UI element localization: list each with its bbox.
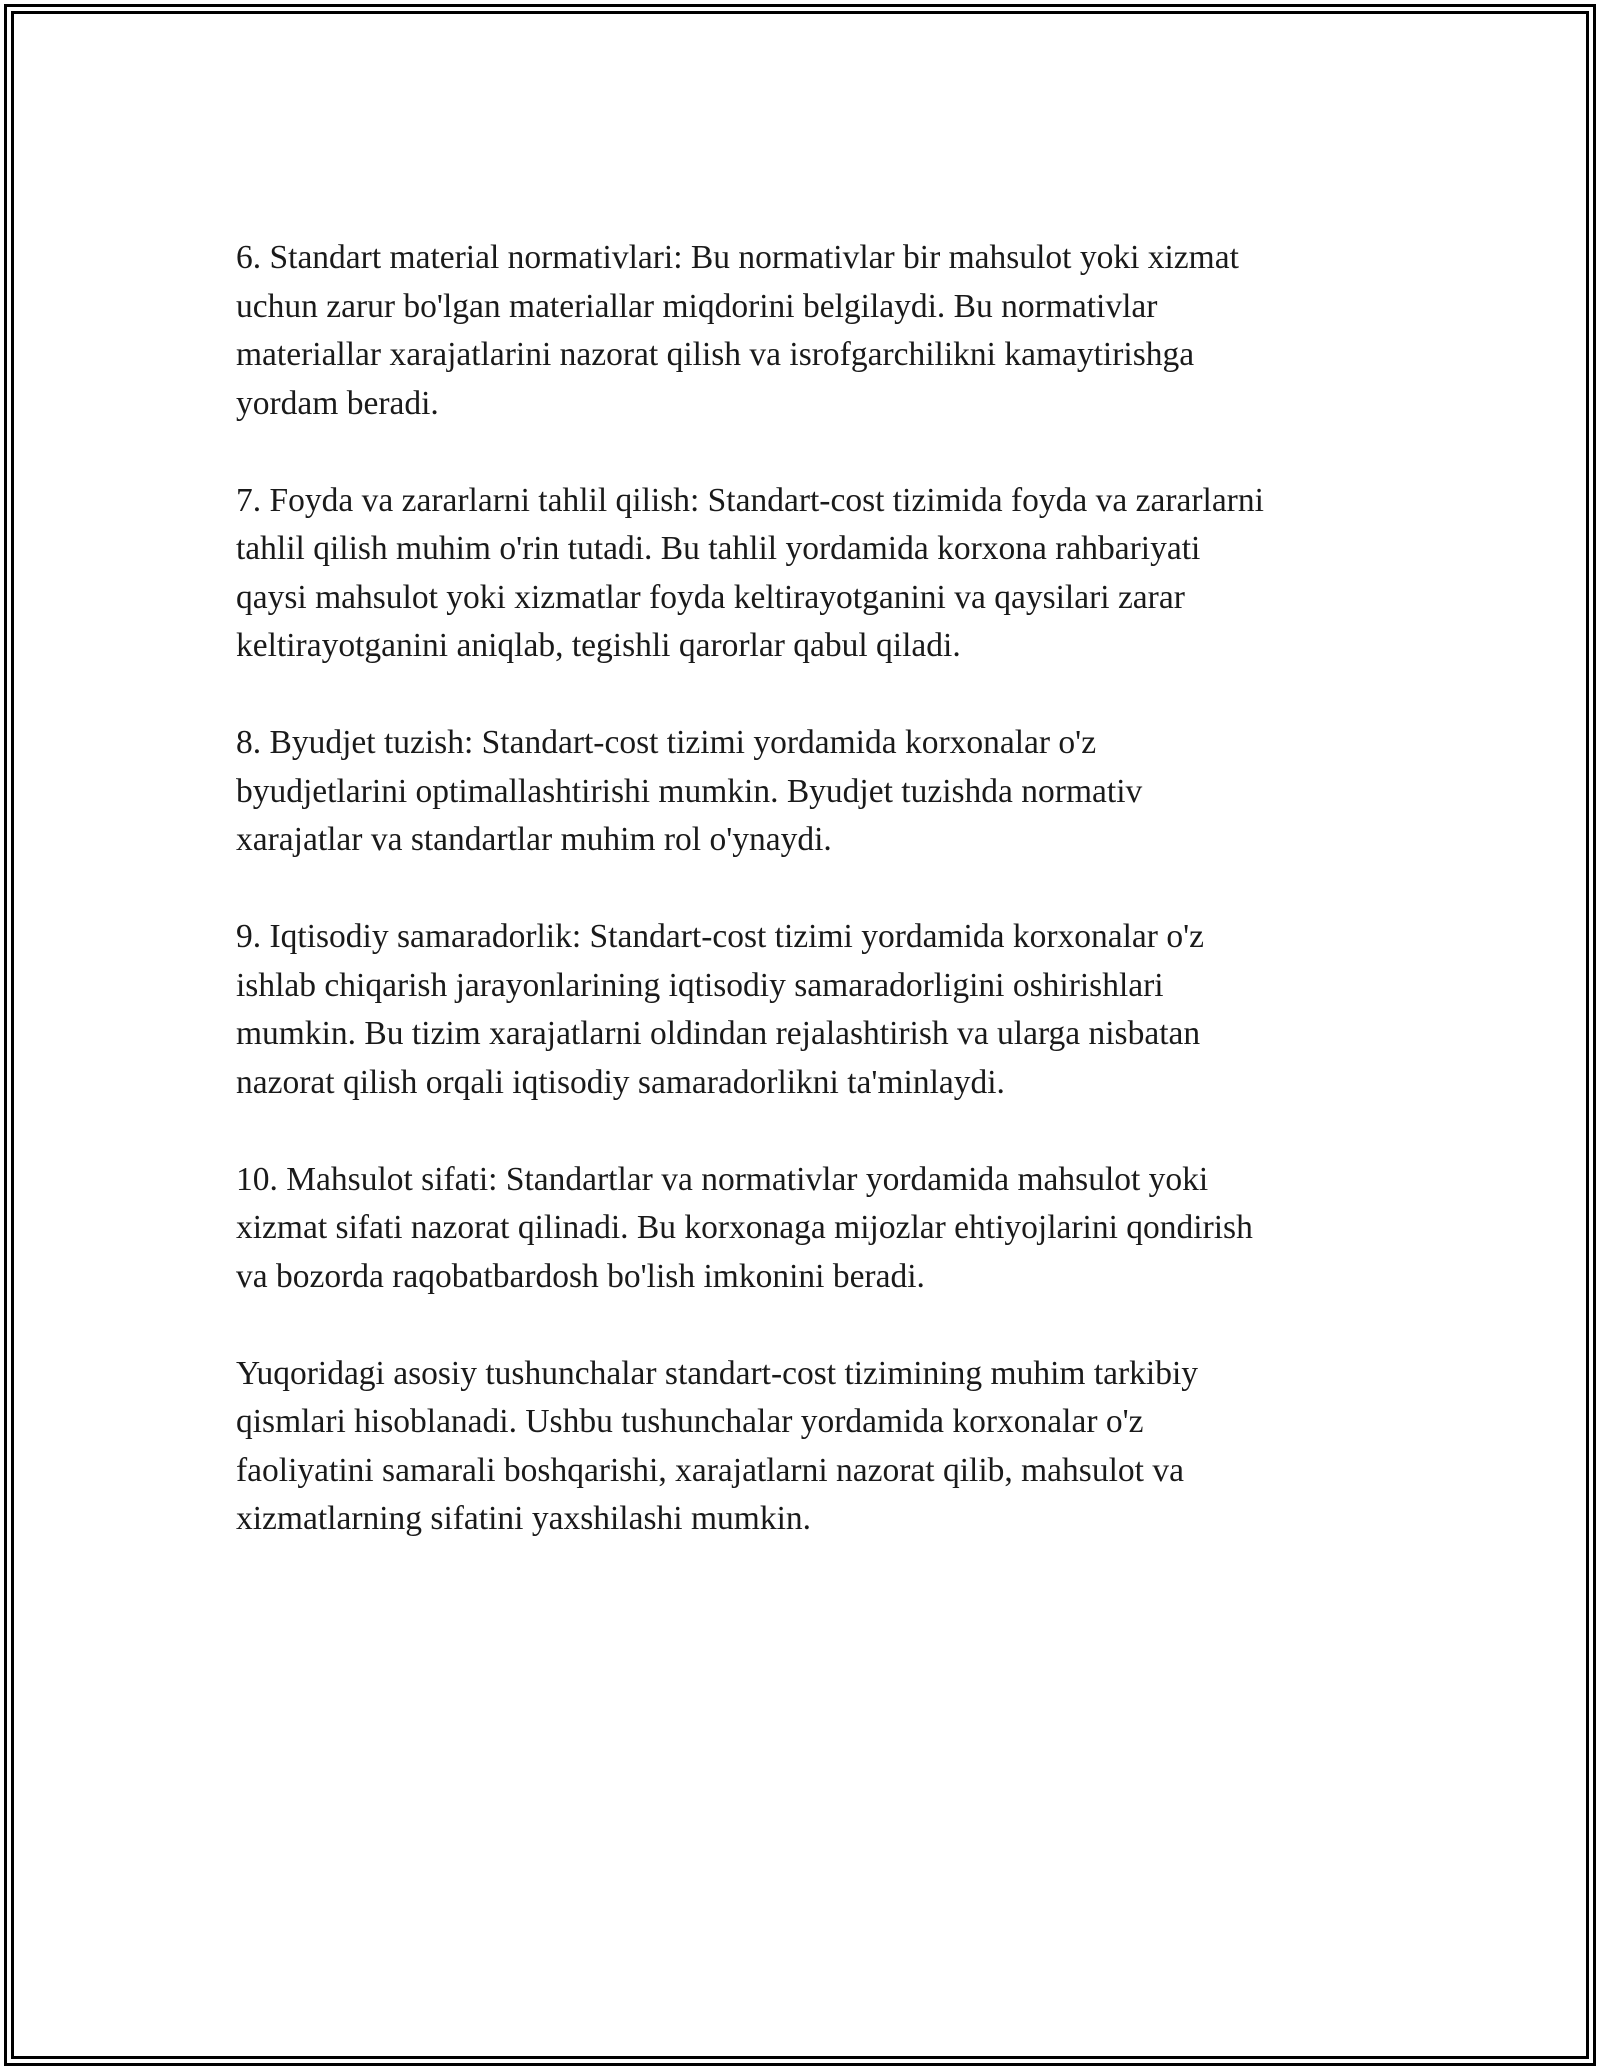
paragraph-standard-material-norms: 6. Standart material normativlari: Bu normativlar bir mahsulot yoki xizmat uchun zarur bo'lgan materiallar miqdorini belgilaydi. Bu normativlar materiallar xarajatlarini nazorat qilish va isrofgarchilikni kamaytirishga yordam beradi. [236,239,1239,422]
paragraph-profit-loss-analysis: 7. Foyda va zararlarni tahlil qilish: Standart-cost tizimida foyda va zararlarni tahlil qilish muhim o'rin tutadi. Bu tahlil yordamida korxona rahbariyati qaysi mahsulot yoki xizmatlar foyda keltirayotganini va qaysilari zarar keltirayotganini aniqlab, tegishli qarorlar qabul qiladi. [236,481,1264,664]
paragraph-economic-efficiency: 9. Iqtisodiy samaradorlik: Standart-cost tizimi yordamida korxonalar o'z ishlab chiqarish jarayonlarining iqtisodiy samaradorligini oshirishlari mumkin. Bu tizim xarajatlarni oldindan rejalashtirish va ularga nisbatan nazorat qilish orqali iqtisodiy samaradorlikni ta'minlaydi. [236,918,1204,1101]
paragraph-product-quality: 10. Mahsulot sifati: Standartlar va normativlar yordamida mahsulot yoki xizmat sifati nazorat qilinadi. Bu korxonaga mijozlar ehtiyojlarini qondirish va bozorda raqobatbardosh bo'lish imkonini beradi. [236,1160,1253,1295]
paragraph-conclusion: Yuqoridagi asosiy tushunchalar standart-cost tizimining muhim tarkibiy qismlari hisoblanadi. Ushbu tushunchalar yordamida korxonalar o'z faoliyatini samarali boshqarishi, xarajatlarni nazorat qilib, mahsulot va xizmatlarning sifatini yaxshilashi mumkin. [236,1354,1199,1537]
document-body [236,234,1386,1592]
paragraph-budgeting: 8. Byudjet tuzish: Standart-cost tizimi yordamida korxonalar o'z byudjetlarini optimallashtirishi mumkin. Byudjet tuzishda normativ xarajatlar va standartlar muhim rol o'ynaydi. [236,724,1143,858]
